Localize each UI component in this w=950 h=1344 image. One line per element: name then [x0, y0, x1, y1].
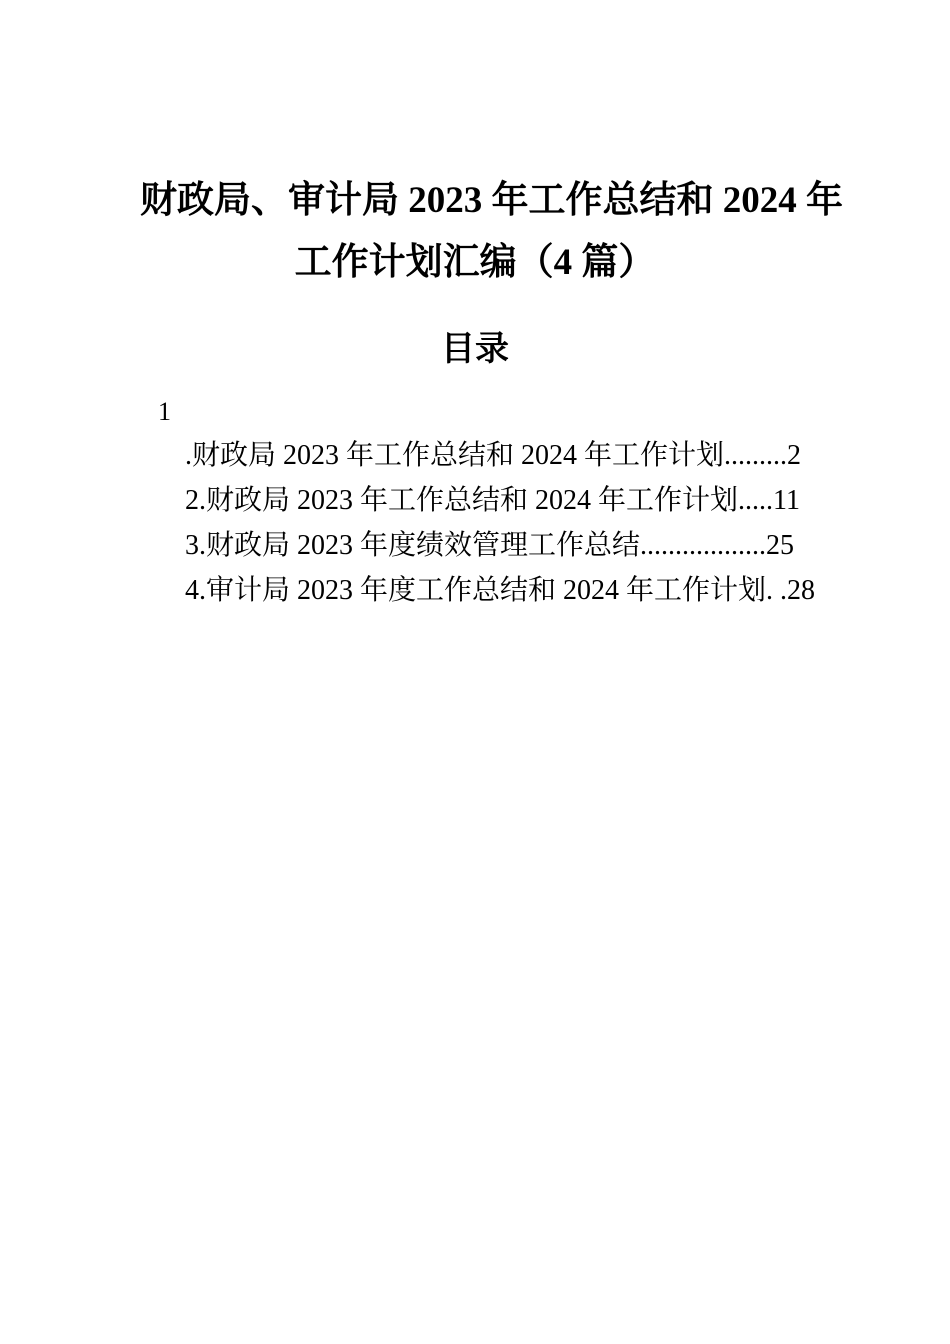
toc-entry-4-dot-leader: . . — [766, 575, 788, 606]
toc-entry-2-dot-leader: ..... — [738, 485, 774, 516]
toc-entry-1-dot-leader: ......... — [724, 440, 788, 471]
toc-entry-4-page-number: 28 — [787, 575, 816, 606]
toc-heading: 目录 — [441, 331, 509, 368]
toc — [185, 433, 816, 613]
toc-entry-2-page-number: 11 — [773, 485, 800, 516]
document-title-line-1: 财政局、审计局 2023 年工作总结和 2024 年 — [140, 180, 843, 221]
toc-entry-4[interactable] — [185, 568, 816, 613]
toc-entry-3-page-number: 25 — [766, 530, 795, 561]
toc-entry-3-dot-leader: .................. — [640, 530, 767, 561]
toc-entry-3[interactable] — [185, 523, 810, 568]
toc-entry-2-label: 2.财政局 2023 年工作总结和 2024 年工作计划 — [185, 485, 739, 516]
toc-stray-number: 1 — [158, 397, 171, 426]
toc-entry-3-label: 3.财政局 2023 年度绩效管理工作总结 — [185, 530, 641, 561]
document-title — [140, 170, 843, 294]
document-title-line-2: 工作计划汇编（4 篇） — [294, 242, 656, 283]
toc-entry-1-label: .财政局 2023 年工作总结和 2024 年工作计划 — [185, 440, 725, 471]
toc-entry-1-page-number: 2 — [787, 440, 802, 471]
toc-entry-2[interactable] — [185, 478, 810, 523]
toc-entry-4-label: 4.审计局 2023 年度工作总结和 2024 年工作计划 — [185, 575, 767, 606]
toc-entry-1[interactable] — [185, 433, 810, 478]
